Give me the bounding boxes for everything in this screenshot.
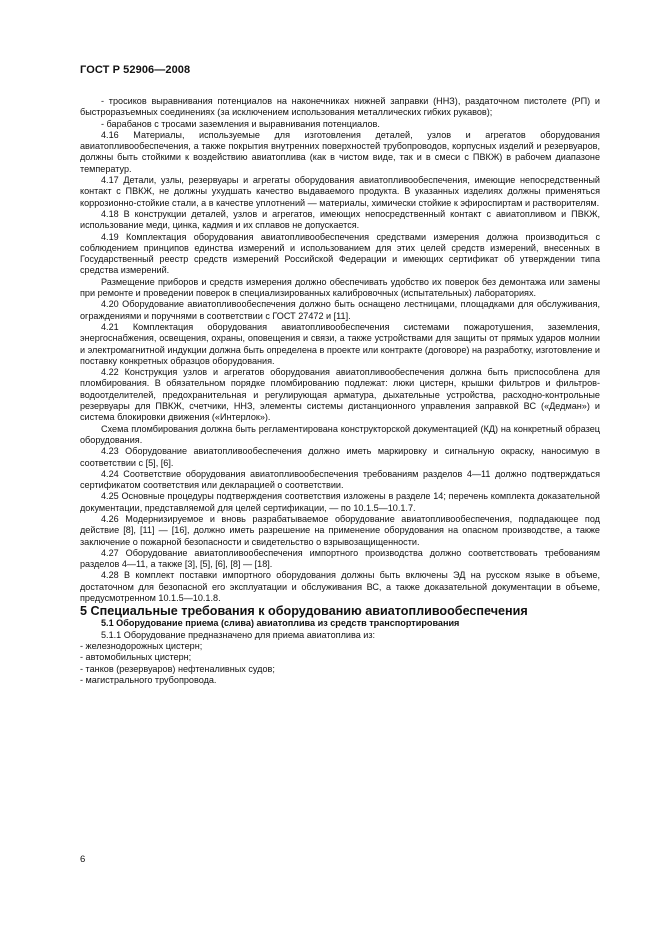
clause-4-27: 4.27 Оборудование авиатопливообеспечения импортного производства должно соответствовать требованиям разделов 4—11, а также [3], [5], [6], [8] — [18]. <box>80 547 600 570</box>
list-item: - железнодорожных цистерн; <box>80 640 203 651</box>
list-item: - танков (резервуаров) нефтеналивных судов; <box>80 663 275 674</box>
page-number: 6 <box>80 854 86 865</box>
clause-4-23: 4.23 Оборудование авиатопливообеспечения должно иметь маркировку и сигнальную окраску, наносимую в соответствии с [5], [6]. <box>80 446 600 468</box>
clause-4-22: 4.22 Конструкция узлов и агрегатов оборудования авиатопливообеспечения должна быть приспособлена для пломбирования. В обязательном порядке пломбированию подлежат: люки цистерн, крышки фильтров и фильтров-водоотделителей, предохранительная и регулирующая арматура, дыхательные устройства, расходно-контрольные резервуары для ПВКЖ, счетчики, ННЗ, элементы системы дистанционного управления заправкой ВС («Дедман») и система блокировки движения («Интерлок»). <box>80 367 600 423</box>
clause-4-28: 4.28 В комплект поставки импортного оборудования должны быть включены ЭД на русском языке в объеме, достаточном для безопасной его эксплуатации и обслуживания ВС, а также доказательной документации в объеме, предусмотренном 10.1.5—10.1.8. <box>80 570 600 604</box>
clause-4-19-para-2: Размещение приборов и средств измерения должно обеспечивать удобство их поверок без демонтажа или замены при ремонте и проведении поверок в специализированных калибровочных (испытательных) лабораториях. <box>80 276 600 299</box>
subsection-5-1-title: 5.1 Оборудование приема (слива) авиатоплива из средств транспортирования <box>101 618 460 629</box>
list-item: - автомобильных цистерн; <box>80 652 192 663</box>
document-header: ГОСТ Р 52906—2008 <box>80 64 191 76</box>
body-text <box>80 96 600 686</box>
list-item: - магистрального трубопровода. <box>80 674 217 685</box>
clause-4-24: 4.24 Соответствие оборудования авиатопливообеспечения требованиям разделов 4—11 должно подтверждаться сертификатом соответствия или декларацией о соответствии. <box>80 468 600 491</box>
clause-4-16: 4.16 Материалы, используемые для изготовления деталей, узлов и агрегатов оборудования авиатопливообеспечения, а также покрытия внутренних поверхностей трубопроводов, корпусных изделий и резервуаров, должны быть стойкими к воздействию авиатоплива (как в чистом виде, так и в смеси с ПВКЖ) в рабочем диапазоне температур. <box>80 129 600 174</box>
clause-4-17: 4.17 Детали, узлы, резервуары и агрегаты оборудования авиатопливообеспечения, имеющие непосредственный контакт с ПВКЖ, не должны ухудшать качество выдаваемого продукта. В указанных изделиях должны применяться коррозионно-стойкие стали, а в качестве уплотнений — материалы, химически стойкие к эфироспиртам и растворителям. <box>80 175 600 208</box>
clause-4-21: 4.21 Комплектация оборудования авиатопливообеспечения системами пожаротушения, заземления, энергоснабжения, освещения, охраны, оповещения и связи, а также устройствами для защиты от прямых ударов молнии и электромагнитной индукции должна быть определена в проекте или контракте (договоре) на разработку, изготовление и поставку конкретных образцов оборудования. <box>80 321 600 366</box>
section-5-title: 5 Специальные требования к оборудованию авиатопливообеспечения <box>80 604 528 619</box>
clause-4-20: 4.20 Оборудование авиатопливообеспечения должно быть оснащено лестницами, площадками для обслуживания, ограждениями и поручнями в соответствии с ГОСТ 27472 и [11]. <box>80 299 600 321</box>
clause-4-19: 4.19 Комплектация оборудования авиатопливообеспечения средствами измерения должна производиться с соблюдением принципов единства измерений и использованием для этих целей средств измерений, внесенных в Государственный реестр средств измерений Российской Федерации и имеющих сертификат об утверждении типа средства измерений. <box>80 231 600 276</box>
clause-4-18: 4.18 В конструкции деталей, узлов и агрегатов, имеющих непосредственный контакт с авиатопливом и ПВКЖ, использование меди, цинка, кадмия и их сплавов не допускается. <box>80 208 600 231</box>
clause-4-25: 4.25 Основные процедуры подтверждения соответствия изложены в разделе 14; перечень комплекта доказательной документации, представляемой для целей сертификации, — по 10.1.5—10.1.7. <box>80 491 600 513</box>
clause-4-22-para-2: Схема пломбирования должна быть регламентирована конструкторской документацией (КД) на конкретный образец оборудования. <box>80 423 600 445</box>
clause-5-1-1: 5.1.1 Оборудование предназначено для приема авиатоплива из: <box>101 629 376 640</box>
clause-4-26: 4.26 Модернизируемое и вновь разрабатываемое оборудование авиатопливообеспечения, подпадающее под действие [8], [11] — [16], должно иметь разрешение на применение оборудования на опасном производстве, а также заключение о пожарной безопасности и свидетельство о взрывозащищенности. <box>80 513 600 547</box>
list-item-barabany: - барабанов с тросами заземления и выравнивания потенциалов. <box>101 118 380 129</box>
list-item-trosiki: - тросиков выравнивания потенциалов на наконечниках нижней заправки (ННЗ), раздаточном пистолете (РП) и быстроразъемных соединениях (за исключением использования металлических гибких рукавов); <box>80 96 600 118</box>
